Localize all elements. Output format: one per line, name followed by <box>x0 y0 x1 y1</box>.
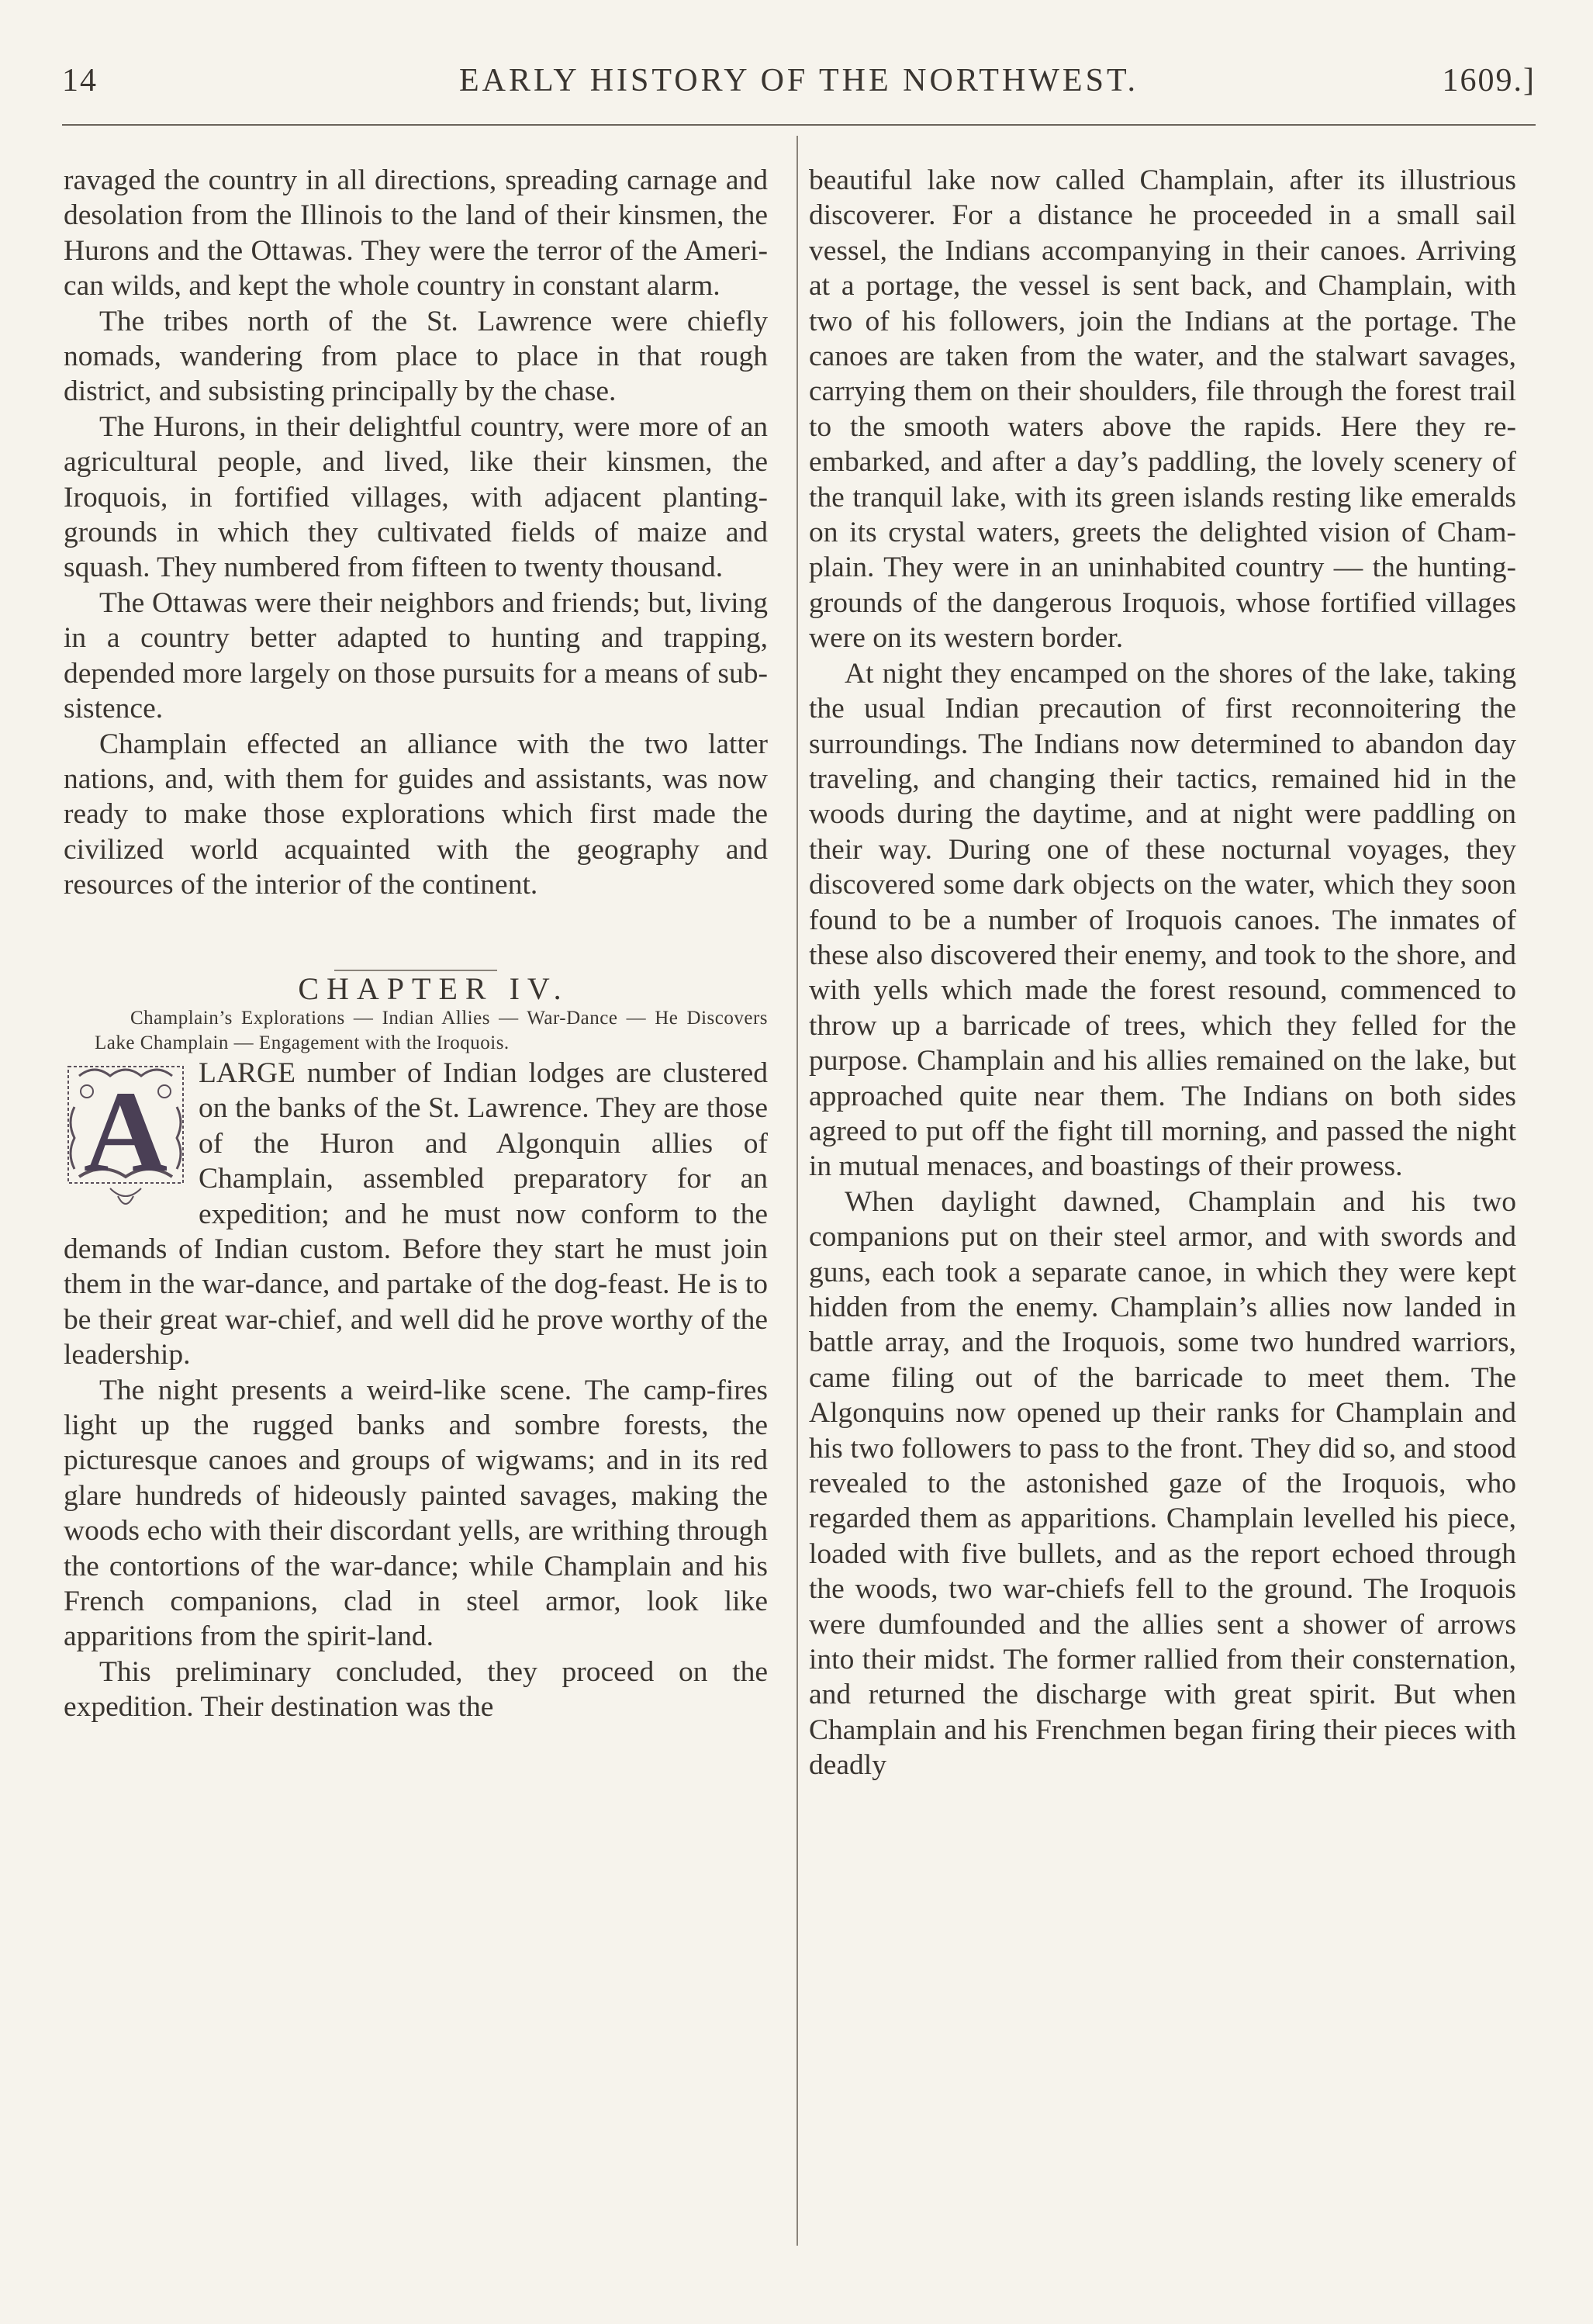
paragraph: This preliminary concluded, they proceed on the expedition. Their destination was the <box>64 1655 768 1724</box>
chapter-summary: Champlain’s Explorations — Indian Allies — War-Dance — He Discovers Lake Champlain — Engagement with the Iroquois. <box>95 1007 768 1053</box>
header-rule <box>62 124 1536 126</box>
paragraph: When daylight dawned, Champlain and his two companions put on their steel armor, and with swords and guns, each took a separate canoe, in which they were kept hidden from the enemy. Champlain’s allies now landed in battle array, and the Iroquois, some two hundred warriors, came filing out of the barricade to meet them. The Algonquins now opened up their ranks for Champlain and his two followers to pass to the front. They did so, and stood revealed to the astonished gaze of the Iroquois, who regarded them as apparitions. Champlain levelled his piece, loaded with five bullets, and as the report echoed through the woods, two war-chiefs fell to the ground. The Iroquois were dumfounded and the allies sent a shower of arrows into their midst. The former rallied from their consternation, and returned the discharge with great spirit. But when Champlain and his Frenchmen began firing their pieces with deadly <box>809 1185 1516 1782</box>
paragraph: Champlain effected an alliance with the two latter nations, and, with them for guides and assistants, was now ready to make those explorations which first made the civilized world acquainted with the geography and resources of the interior of the continent. <box>64 728 768 901</box>
drop-cap-ornament-icon <box>64 1060 188 1214</box>
paragraph: The night presents a weird-like scene. The camp-fires light up the rugged banks and sombre forests, the picturesque canoes and groups of wigwams; and in its red glare hundreds of hideously painted savages, making the woods echo with their discordant yells, are writhing through the contortions of the war-dance; while Champlain and his French companions, clad in steel armor, look like apparitions from the spirit-land. <box>64 1374 768 1653</box>
paragraph: The Ottawas were their neighbors and friends; but, living in a country better adapted to hunting and trapping, depended more largely on those pursuits for a means of subsistence. <box>64 586 768 725</box>
paragraph: beautiful lake now called Champlain, after its illustrious discoverer. For a distance he proceeded in a small sail vessel, the Indians accompanying in their canoes. Arriving at a portage, the vessel is sent back, and Champlain, with two of his followers, join the Indians at the portage. The canoes are taken from the water, and the stalwart savages, carrying them on their shoulders, file through the forest trail to the smooth waters above the rapids. Here they re-embarked, and after a day’s paddling, the lovely scenery of the tranquil lake, with its green islands resting like emeralds on its crystal waters, greets the delighted vision of Champlain. They were in an uninhabited country — the hunting-grounds of the dangerous Iroquois, whose fortified villages were on its western border. <box>809 164 1516 655</box>
paragraph: LARGE number of Indian lodges are clustered on the banks of the St. Lawrence. They are those of the Huron and Algonquin allies of Champlain, assembled preparatory for an expedition; and he must now conform to the demands of Indian custom. Before they start he must join them in the war-dance, and partake of the dog-feast. He is to be their great war-chief, and well did he prove worthy of the leadership. <box>64 1057 768 1371</box>
header-year: 1609.] <box>1442 63 1536 99</box>
paragraph: The Hurons, in their delightful country, were more of an agricultural people, and lived, like their kinsmen, the Iroquois, in fortified villages, with adjacent planting-grounds in which they cultivated fields of maize and squash. They numbered from fifteen to twenty thousand. <box>64 410 768 584</box>
chapter-heading: CHAPTER IV. <box>298 970 569 1006</box>
running-title: EARLY HISTORY OF THE NORTHWEST. <box>458 63 1139 99</box>
page-number: 14 <box>62 63 98 99</box>
paragraph: At night they encamped on the shores of the lake, taking the usual Indian precaution of first reconnoitering the surroundings. The Indians now determined to abandon day traveling, and changing their tactics, remained hid in the woods during the daytime, and at night were paddling on their way. During one of these nocturnal voyages, they discovered some dark objects on the water, which they soon found to be a number of Iroquois canoes. The inmates of these also discovered their enemy, and took to the shore, and with yells which made the forest resound, commenced to throw up a barricade of trees, which they felled for the purpose. Champlain and his allies remained on the lake, but approached quite near them. The Indians on both sides agreed to put off the fight till morning, and passed the night in mutual menaces, and boastings of their prowess. <box>809 657 1516 1183</box>
ornamental-drop-cap <box>64 1060 188 1214</box>
left-column <box>64 163 768 1725</box>
running-header <box>62 62 1536 109</box>
column-divider <box>796 136 798 2246</box>
paragraph: The tribes north of the St. Lawrence were chiefly nomads, wandering from place to place in that rough district, and subsisting principally by the chase. <box>64 305 768 408</box>
svg-text:A: A <box>83 1067 168 1196</box>
right-column <box>809 163 1516 1783</box>
paragraph: ravaged the country in all directions, spreading carnage and desolation from the Illinois to the land of their kinsmen, the Hurons and the Ottawas. They were the terror of the American wilds, and kept the whole country in constant alarm. <box>64 164 768 303</box>
